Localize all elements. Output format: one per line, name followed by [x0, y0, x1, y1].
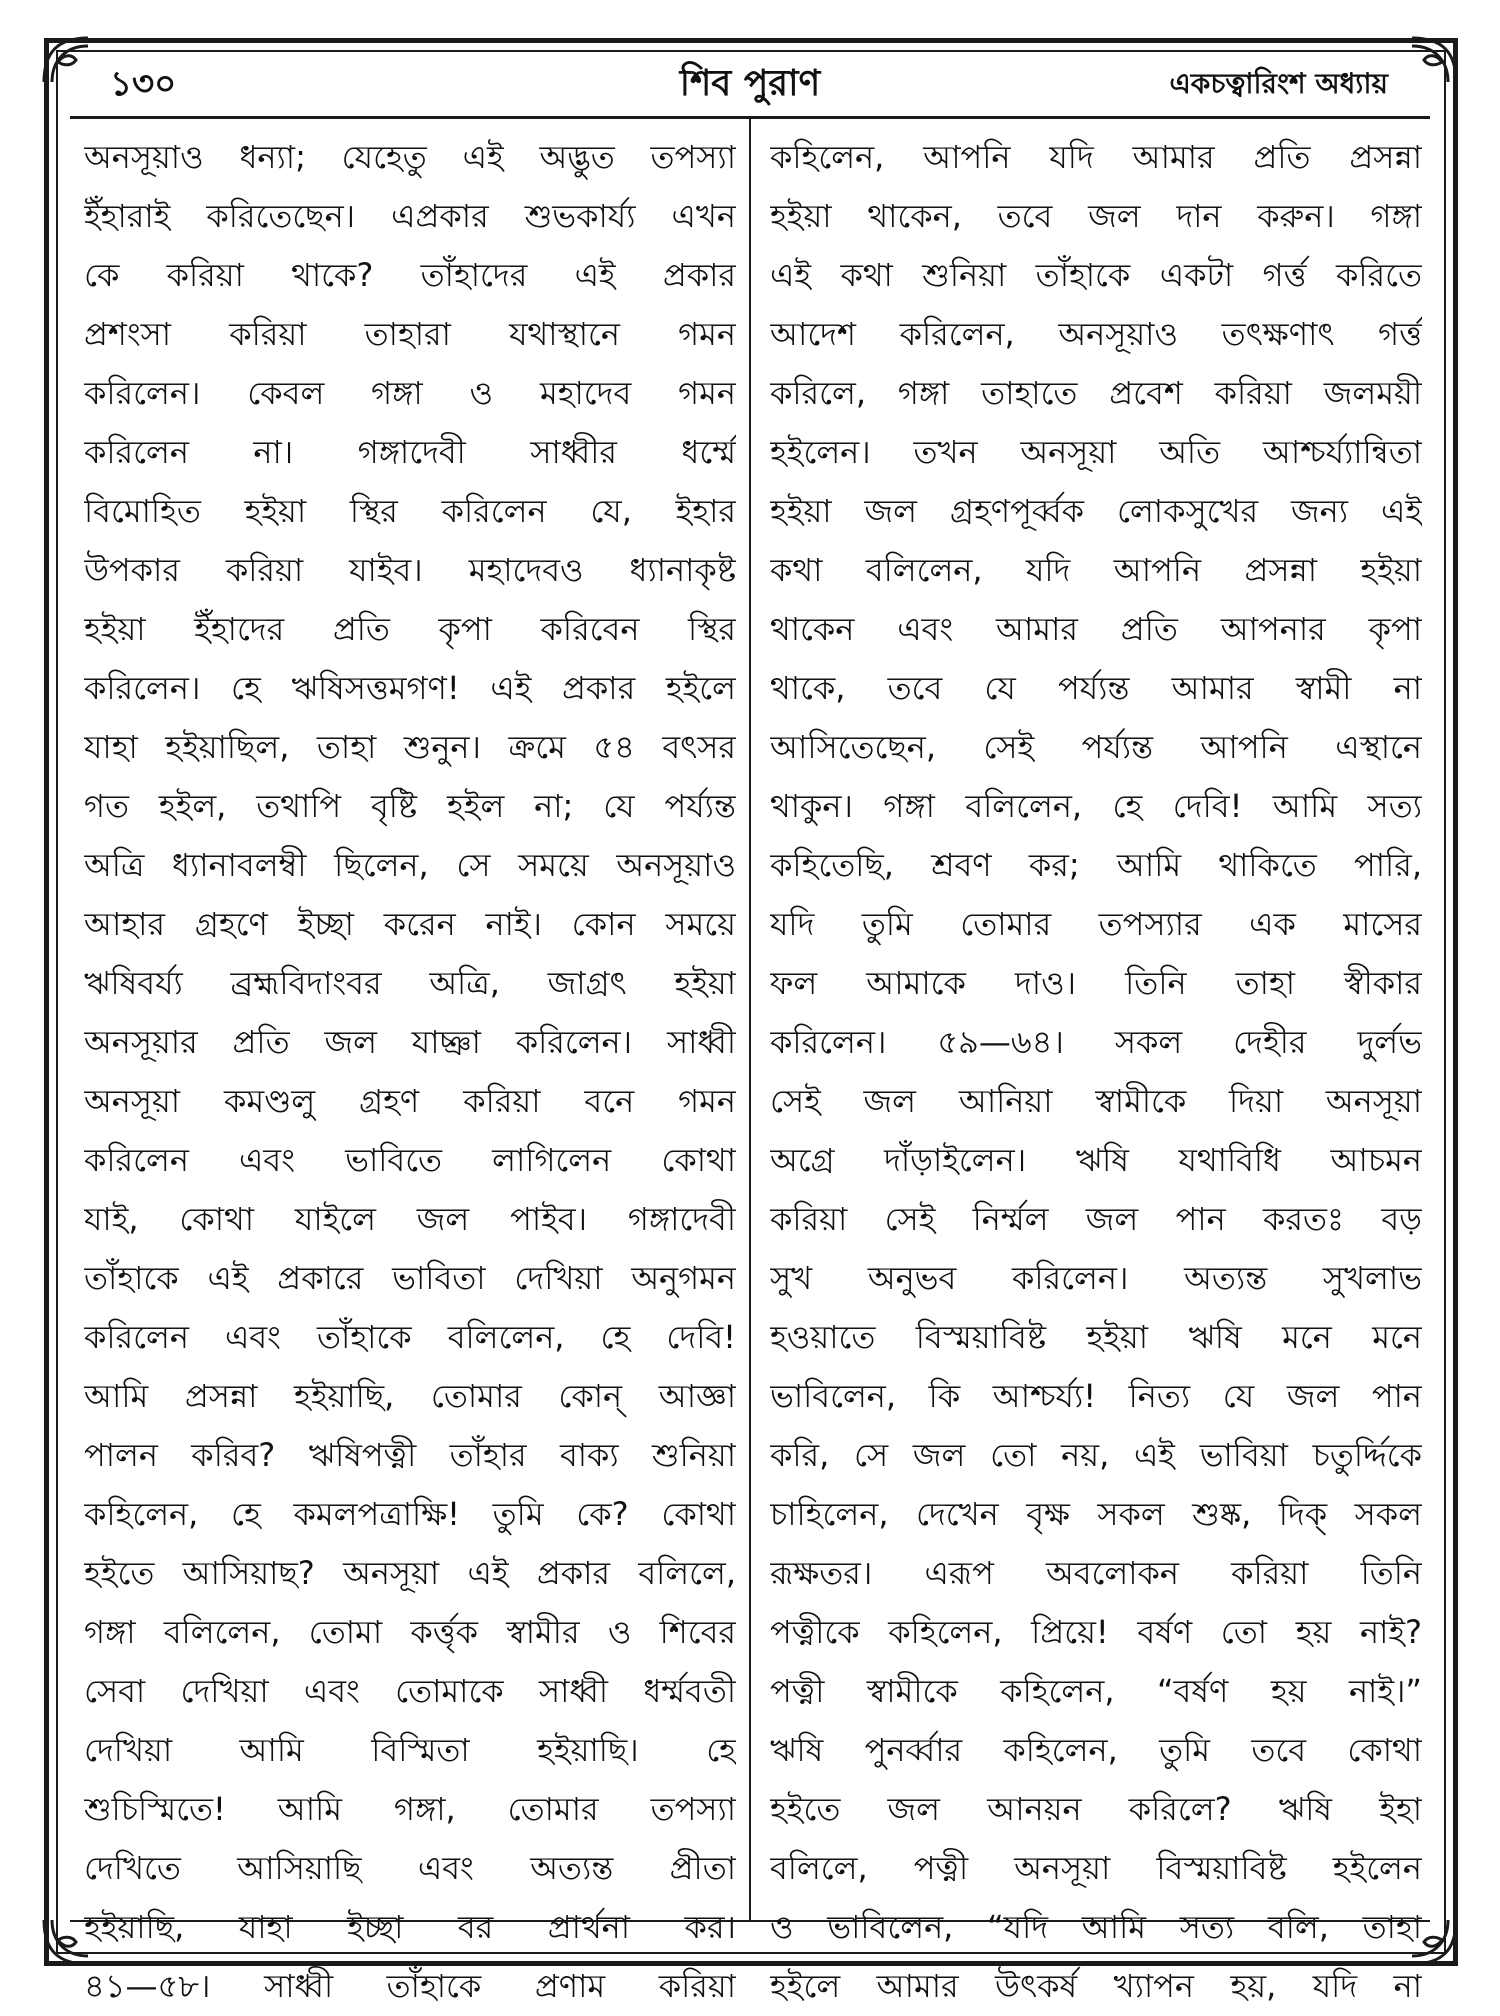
- text-line: ফল আমাকে দাও। তিনি তাহা স্বীকার: [770, 964, 1422, 1002]
- text-line: পত্নী স্বামীকে কহিলেন, “বর্ষণ হয় নাই।”: [770, 1672, 1422, 1710]
- corner-ornament-icon: [1406, 32, 1462, 88]
- text-line: ও ভাবিলেন, “যদি আমি সত্য বলি, তাহা: [770, 1908, 1422, 1946]
- text-line: পালন করিব? ঋষিপত্নী তাঁহার বাক্য শুনিয়া: [84, 1436, 736, 1474]
- text-line: করিলে, গঙ্গা তাহাতে প্রবেশ করিয়া জলময়ী: [770, 374, 1422, 412]
- text-line: হইয়া জল গ্রহণপূর্ব্বক লোকসুখের জন্য এই: [770, 492, 1422, 530]
- right-column: [770, 128, 1422, 2016]
- text-line: ঋষি পুনর্ব্বার কহিলেন, তুমি তবে কোথা: [770, 1731, 1422, 1769]
- text-line: চাহিলেন, দেখেন বৃক্ষ সকল শুষ্ক, দিক্ সকল: [770, 1495, 1422, 1533]
- text-line: হইতে জল আনয়ন করিলে? ঋষি ইহা: [770, 1790, 1422, 1828]
- column-divider: [749, 118, 751, 1920]
- text-line: হইয়াছি, যাহা ইচ্ছা বর প্রার্থনা কর।: [84, 1908, 736, 1946]
- text-line: থাকেন এবং আমার প্রতি আপনার কৃপা: [770, 610, 1422, 648]
- text-line: অনসূয়াও ধন্যা; যেহেতু এই অদ্ভুত তপস্যা: [84, 138, 736, 176]
- text-line: অত্রি ধ্যানাবলম্বী ছিলেন, সে সময়ে অনসূয়াও: [84, 846, 736, 884]
- text-line: কে করিয়া থাকে? তাঁহাদের এই প্রকার: [84, 256, 736, 294]
- text-line: করিলেন। হে ঋষিসত্তমগণ! এই প্রকার হইলে: [84, 669, 736, 707]
- text-line: করি, সে জল তো নয়, এই ভাবিয়া চতুর্দ্দিকে: [770, 1436, 1422, 1474]
- chapter-title: একচত্বারিংশ অধ্যায়: [1169, 67, 1388, 100]
- text-line: অনসূয়ার প্রতি জল যাচ্ঞা করিলেন। সাধ্বী: [84, 1023, 736, 1061]
- text-line: দেখিতে আসিয়াছি এবং অত্যন্ত প্রীতা: [84, 1849, 736, 1887]
- text-line: তাঁহাকে এই প্রকারে ভাবিতা দেখিয়া অনুগমন: [84, 1259, 736, 1297]
- text-line: হইলে আমার উৎকর্ষ খ্যাপন হয়, যদি না: [770, 1967, 1422, 2005]
- text-line: আহার গ্রহণে ইচ্ছা করেন নাই। কোন সময়ে: [84, 905, 736, 943]
- text-line: ৪১—৫৮। সাধ্বী তাঁহাকে প্রণাম করিয়া: [84, 1967, 736, 2005]
- text-line: করিলেন। কেবল গঙ্গা ও মহাদেব গমন: [84, 374, 736, 412]
- text-line: আমি প্রসন্না হইয়াছি, তোমার কোন্ আজ্ঞা: [84, 1377, 736, 1415]
- text-line: করিয়া সেই নির্ম্মল জল পান করতঃ বড়: [770, 1200, 1422, 1238]
- text-line: গঙ্গা বলিলেন, তোমা কর্ত্তৃক স্বামীর ও শিবের: [84, 1613, 736, 1651]
- text-line: করিলেন না। গঙ্গাদেবী সাধ্বীর ধর্ম্মে: [84, 433, 736, 471]
- text-line: প্রশংসা করিয়া তাহারা যথাস্থানে গমন: [84, 315, 736, 353]
- text-line: ঋষিবর্য্য ব্রহ্মবিদাংবর অত্রি, জাগ্রৎ হইয়া: [84, 964, 736, 1002]
- text-line: করিলেন। ৫৯—৬৪। সকল দেহীর দুর্লভ: [770, 1023, 1422, 1061]
- text-line: পত্নীকে কহিলেন, প্রিয়ে! বর্ষণ তো হয় নাই?: [770, 1613, 1422, 1651]
- text-line: আদেশ করিলেন, অনসূয়াও তৎক্ষণাৎ গর্ত্ত: [770, 315, 1422, 353]
- text-line: যাহা হইয়াছিল, তাহা শুনুন। ক্রমে ৫৪ বৎসর: [84, 728, 736, 766]
- text-line: হওয়াতে বিস্ময়াবিষ্ট হইয়া ঋষি মনে মনে: [770, 1318, 1422, 1356]
- text-line: বলিলে, পত্নী অনসূয়া বিস্ময়াবিষ্ট হইলেন: [770, 1849, 1422, 1887]
- text-line: কহিলেন, আপনি যদি আমার প্রতি প্রসন্না: [770, 138, 1422, 176]
- text-line: যাই, কোথা যাইলে জল পাইব। গঙ্গাদেবী: [84, 1200, 736, 1238]
- text-line: করিলেন এবং ভাবিতে লাগিলেন কোথা: [84, 1141, 736, 1179]
- text-line: উপকার করিয়া যাইব। মহাদেবও ধ্যানাকৃষ্ট: [84, 551, 736, 589]
- page-number: ১৩০: [110, 64, 177, 104]
- text-line: রূক্ষতর। এরূপ অবলোকন করিয়া তিনি: [770, 1554, 1422, 1592]
- text-line: গত হইল, তথাপি বৃষ্টি হইল না; যে পর্য্যন্ত: [84, 787, 736, 825]
- text-line: সুখ অনুভব করিলেন। অত্যন্ত সুখলাভ: [770, 1259, 1422, 1297]
- text-line: এই কথা শুনিয়া তাঁহাকে একটা গর্ত্ত করিতে: [770, 256, 1422, 294]
- text-line: সেই জল আনিয়া স্বামীকে দিয়া অনসূয়া: [770, 1082, 1422, 1120]
- text-line: দেখিয়া আমি বিস্মিতা হইয়াছি। হে: [84, 1731, 736, 1769]
- text-line: থাকে, তবে যে পর্য্যন্ত আমার স্বামী না: [770, 669, 1422, 707]
- text-line: হইয়া ইঁহাদের প্রতি কৃপা করিবেন স্থির: [84, 610, 736, 648]
- text-line: আসিতেছেন, সেই পর্য্যন্ত আপনি এস্থানে: [770, 728, 1422, 766]
- text-line: ভাবিলেন, কি আশ্চর্য্য! নিত্য যে জল পান: [770, 1377, 1422, 1415]
- text-line: সেবা দেখিয়া এবং তোমাকে সাধ্বী ধর্ম্মবতী: [84, 1672, 736, 1710]
- text-line: কহিলেন, হে কমলপত্রাক্ষি! তুমি কে? কোথা: [84, 1495, 736, 1533]
- text-line: হইয়া থাকেন, তবে জল দান করুন। গঙ্গা: [770, 197, 1422, 235]
- text-line: করিলেন এবং তাঁহাকে বলিলেন, হে দেবি!: [84, 1318, 736, 1356]
- left-column: [84, 128, 736, 2016]
- book-title: শিব পুরাণ: [679, 63, 821, 104]
- text-line: বিমোহিত হইয়া স্থির করিলেন যে, ইহার: [84, 492, 736, 530]
- page-header: [100, 52, 1400, 116]
- text-line: ইঁহারাই করিতেছেন। এপ্রকার শুভকার্য্য এখন: [84, 197, 736, 235]
- corner-ornament-icon: [38, 32, 94, 88]
- text-line: কহিতেছি, শ্রবণ কর; আমি থাকিতে পারি,: [770, 846, 1422, 884]
- text-line: কথা বলিলেন, যদি আপনি প্রসন্না হইয়া: [770, 551, 1422, 589]
- text-line: অগ্রে দাঁড়াইলেন। ঋষি যথাবিধি আচমন: [770, 1141, 1422, 1179]
- text-line: হইতে আসিয়াছ? অনসূয়া এই প্রকার বলিলে,: [84, 1554, 736, 1592]
- text-line: অনসূয়া কমণ্ডলু গ্রহণ করিয়া বনে গমন: [84, 1082, 736, 1120]
- text-line: থাকুন। গঙ্গা বলিলেন, হে দেবি! আমি সত্য: [770, 787, 1422, 825]
- text-line: হইলেন। তখন অনসূয়া অতি আশ্চর্য্যান্বিতা: [770, 433, 1422, 471]
- text-line: যদি তুমি তোমার তপস্যার এক মাসের: [770, 905, 1422, 943]
- text-line: শুচিস্মিতে! আমি গঙ্গা, তোমার তপস্যা: [84, 1790, 736, 1828]
